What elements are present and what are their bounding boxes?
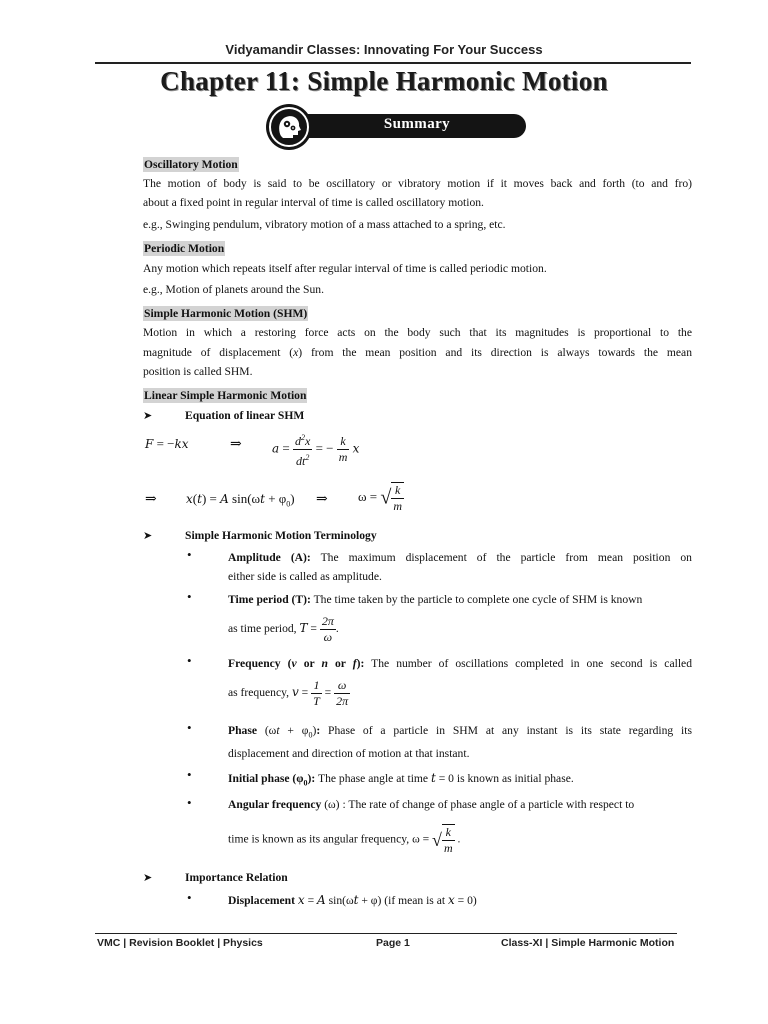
bullet-icon: • [187, 547, 192, 562]
oscillatory-line-1: The motion of body is said to be oscillatory or vibratory motion if it moves back and forth (to and fro) [143, 177, 692, 190]
omega-equation: ω = √ $\frac{k}{m}$ [358, 483, 403, 513]
shm-heading: Simple Harmonic Motion (SHM) [144, 307, 308, 320]
angular-frequency-line-2: time is known as its angular frequency, ω = √ $\frac{k}{m}$ . [228, 825, 461, 855]
bullet-icon: • [187, 589, 192, 604]
implies-icon: ⇒ [145, 492, 157, 507]
footer-right: Class-XI | Simple Harmonic Motion [501, 937, 675, 949]
periodic-example: e.g., Motion of planets around the Sun. [143, 283, 324, 296]
equation-title: Equation of linear SHM [185, 409, 305, 422]
chapter-title: Chapter 11: Simple Harmonic Motion [160, 66, 608, 96]
phase-line-2: displacement and direction of motion at that instant. [228, 747, 470, 760]
frequency-line-2: as frequency, v = $\frac{1}{T}$ = $\frac{\omega}{2\pi}$ [228, 678, 349, 708]
arrow-bullet-icon: ➤ [143, 410, 153, 422]
bullet-icon: • [187, 795, 192, 810]
terminology-title: Simple Harmonic Motion Terminology [185, 529, 377, 542]
oscillatory-example: e.g., Swinging pendulum, vibratory motion of a mass attached to a spring, etc. [143, 218, 506, 231]
summary-label: Summary [383, 116, 451, 132]
oscillatory-line-2: about a fixed point in regular interval of time is called oscillatory motion. [143, 196, 484, 209]
amplitude-line-1: Amplitude (A): The maximum displacement of the particle from mean position on [228, 551, 692, 564]
importance-title: Importance Relation [185, 871, 288, 884]
phase-line-1: Phase $(\omega t + \varphi_0)$: Phase of a particle in SHM at any instant is its state regarding its [228, 724, 692, 740]
oscillatory-heading: Oscillatory Motion [144, 158, 238, 171]
page-number: Page 1 [376, 937, 410, 949]
arrow-bullet-icon: ➤ [143, 872, 153, 884]
footer-divider [95, 933, 677, 934]
acceleration-equation: a = $\frac{d^2x}{dt^2}$ = − $\frac{k}{m}$ x [272, 430, 359, 469]
implies-icon: ⇒ [230, 437, 242, 452]
frequency-line-1: Frequency (v or n or f): The number of oscillations completed in one second is called [228, 657, 692, 670]
amplitude-line-2: either side is called as amplitude. [228, 570, 382, 583]
bullet-icon: • [187, 653, 192, 668]
displacement-line: Displacement x = A sin(ωt + φ) (if mean is at x = 0) [228, 893, 477, 907]
time-period-line-1: Time period (T): The time taken by the particle to complete one cycle of SHM is known [228, 593, 643, 606]
angular-frequency-line-1: Angular frequency (ω) : The rate of change of phase angle of a particle with respect to [228, 798, 635, 811]
linear-shm-heading: Linear Simple Harmonic Motion [144, 389, 307, 402]
time-period-line-2: as time period, T = $\frac{2\pi}{\omega}$ . [228, 614, 339, 644]
footer-left: VMC | Revision Booklet | Physics [97, 937, 263, 949]
page-header: Vidyamandir Classes: Innovating For Your Success [225, 42, 543, 57]
displacement-equation: x(t) = A $\sin(\omega t + \varphi_0)$ [186, 491, 295, 509]
arrow-bullet-icon: ➤ [143, 530, 153, 542]
header-divider [95, 62, 691, 64]
shm-line-3: position is called SHM. [143, 365, 253, 378]
initial-phase-line: Initial phase $(\varphi_0)$: The phase angle at time t = 0 is known as initial phase. [228, 771, 574, 788]
shm-line-2: magnitude of displacement (x) from the mean position and its direction is always towards the mean [143, 346, 692, 359]
bullet-icon: • [187, 767, 192, 782]
periodic-line-1: Any motion which repeats itself after regular interval of time is called periodic motion. [143, 262, 547, 275]
bullet-icon: • [187, 720, 192, 735]
force-equation: F = −kx [145, 436, 189, 451]
shm-line-1: Motion in which a restoring force acts on the body such that its magnitudes is proportional to the [143, 326, 692, 339]
implies-icon: ⇒ [316, 492, 328, 507]
periodic-heading: Periodic Motion [144, 242, 225, 255]
bullet-icon: • [187, 890, 192, 905]
